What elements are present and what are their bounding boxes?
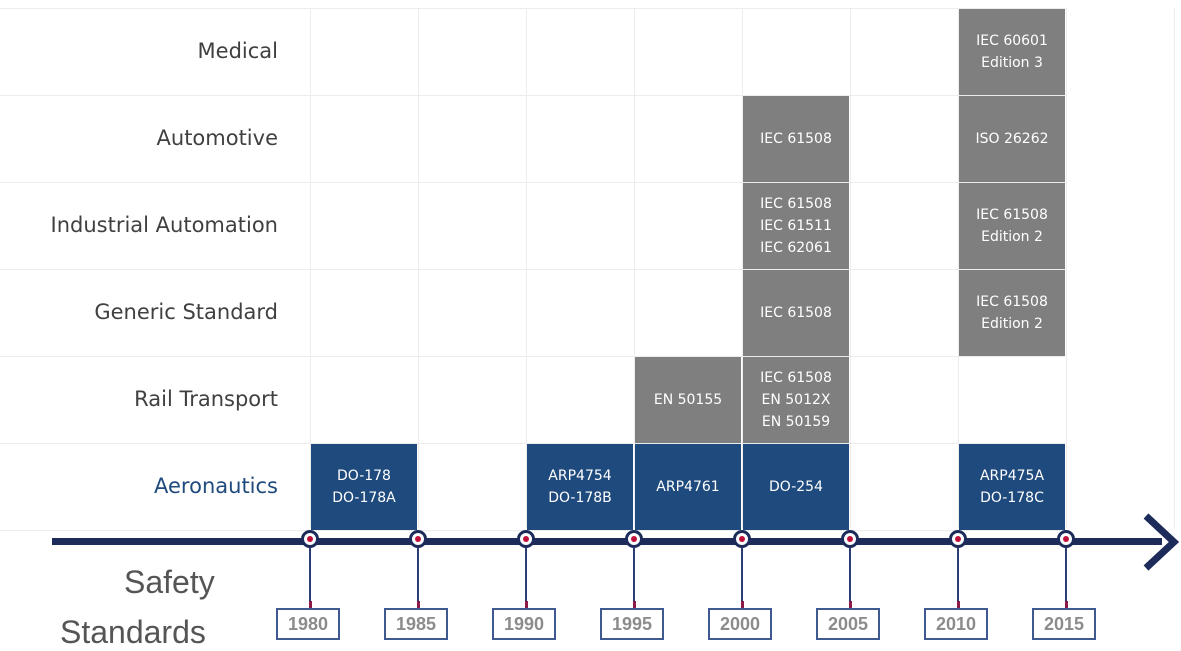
year-label: 1985 — [384, 608, 448, 640]
year-label: 1980 — [276, 608, 340, 640]
diagram-title-line2: Standards — [60, 614, 206, 650]
timeline-arrowhead-icon — [1140, 512, 1180, 572]
timeline-marker-icon — [733, 530, 751, 548]
standard-cell: IEC 61508 — [743, 270, 849, 356]
row-label: Medical — [197, 39, 278, 63]
timeline-stem-tick — [1065, 601, 1068, 608]
timeline-stem — [1065, 548, 1067, 606]
standard-cell: IEC 61508 Edition 2 — [959, 270, 1065, 356]
row-label: Automotive — [156, 126, 278, 150]
standard-cell: DO-254 — [743, 444, 849, 530]
row-label: Generic Standard — [94, 300, 278, 324]
timeline-axis — [52, 538, 1162, 545]
timeline-stem-tick — [309, 601, 312, 608]
row-label: Industrial Automation — [50, 213, 278, 237]
standard-cell: ARP475A DO-178C — [959, 444, 1065, 530]
standard-cell: IEC 61508 — [743, 96, 849, 182]
timeline-marker-icon — [625, 530, 643, 548]
grid-line-vertical — [850, 8, 851, 528]
timeline-marker-icon — [949, 530, 967, 548]
timeline-stem-tick — [633, 601, 636, 608]
timeline-stem-tick — [417, 601, 420, 608]
standard-cell: IEC 61508 Edition 2 — [959, 183, 1065, 269]
timeline-marker-icon — [841, 530, 859, 548]
standard-cell: ARP4754 DO-178B — [527, 444, 633, 530]
grid-line-vertical — [1066, 8, 1067, 528]
timeline-stem — [633, 548, 635, 606]
standard-cell: IEC 61508 EN 5012X EN 50159 — [743, 357, 849, 443]
year-label: 2005 — [816, 608, 880, 640]
standard-cell: IEC 60601 Edition 3 — [959, 9, 1065, 95]
year-label: 2010 — [924, 608, 988, 640]
grid-line-vertical — [418, 8, 419, 528]
row-label: Aeronautics — [154, 474, 278, 498]
timeline-stem-tick — [741, 601, 744, 608]
standard-cell: ARP4761 — [635, 444, 741, 530]
timeline-marker-icon — [301, 530, 319, 548]
timeline-stem — [957, 548, 959, 606]
grid-line-vertical — [1174, 8, 1175, 528]
timeline-stem-tick — [525, 601, 528, 608]
timeline-stem — [309, 548, 311, 606]
standard-cell: EN 50155 — [635, 357, 741, 443]
timeline-marker-icon — [409, 530, 427, 548]
timeline-stem-tick — [849, 601, 852, 608]
year-label: 1990 — [492, 608, 556, 640]
year-label: 2015 — [1032, 608, 1096, 640]
standard-cell: DO-178 DO-178A — [311, 444, 417, 530]
timeline-marker-icon — [517, 530, 535, 548]
year-label: 2000 — [708, 608, 772, 640]
diagram-title-line1: Safety — [124, 564, 215, 600]
timeline-stem-tick — [957, 601, 960, 608]
standard-cell: ISO 26262 — [959, 96, 1065, 182]
standard-cell: IEC 61508 IEC 61511 IEC 62061 — [743, 183, 849, 269]
timeline-marker-icon — [1057, 530, 1075, 548]
row-label: Rail Transport — [134, 387, 278, 411]
year-label: 1995 — [600, 608, 664, 640]
grid-line-horizontal — [0, 530, 1065, 531]
timeline-stem — [525, 548, 527, 606]
timeline-stem — [849, 548, 851, 606]
timeline-stem — [741, 548, 743, 606]
timeline-stem — [417, 548, 419, 606]
